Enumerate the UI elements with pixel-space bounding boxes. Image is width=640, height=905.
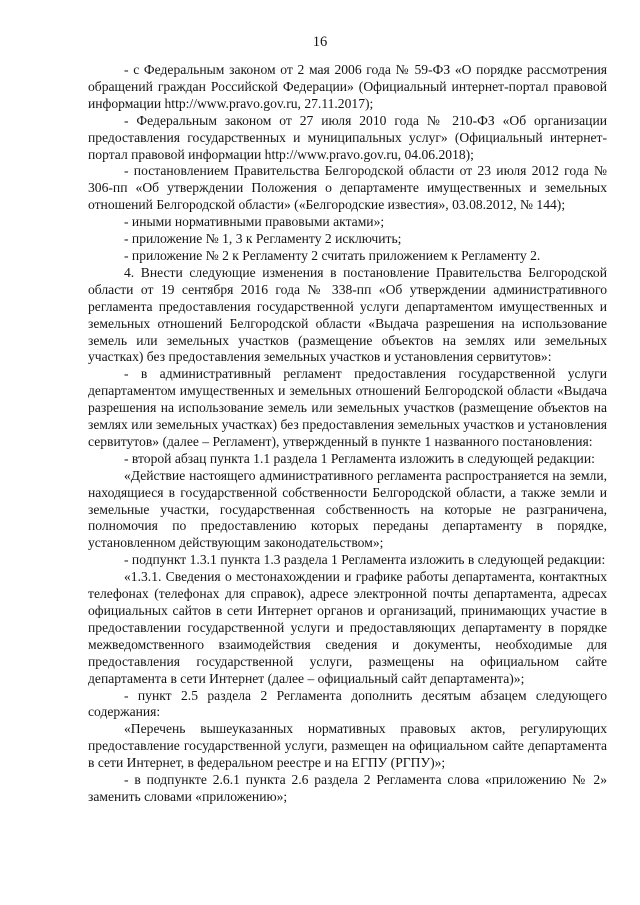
paragraph: - Федеральным законом от 27 июля 2010 года № 210-ФЗ «Об организации предоставления государственных и муниципальных услуг» (Официальный интернет-портал правовой информации http://www.pravo.gov.ru, 04.06.2018);: [88, 112, 607, 162]
paragraph: «Перечень вышеуказанных нормативных правовых актов, регулирующих предоставление государственной услуги, размещен на официальном сайте департамента в сети Интернет, в федеральном реестре и на ЕГПУ (РГПУ)»;: [88, 721, 607, 771]
paragraph: «Действие настоящего административного регламента распространяется на земли, находящиеся в государственной собственности Белгородской области, а также земли и земельные участки, государственная собственность на которые не разграничена, полномочия по предоставлению которых переданы департаменту в порядке, установленном действующим законодательством»;: [88, 467, 607, 551]
document-body: [88, 62, 607, 806]
paragraph: - второй абзац пункта 1.1 раздела 1 Регламента изложить в следующей редакции:: [124, 450, 595, 466]
paragraph: - в административный регламент предоставления государственной услуги департаментом имущественных и земельных отношений Белгородской области «Выдача разрешения на использование земель или земельных участков (размещение объектов на землях или земельных участках) без предоставления земельных участков и установления сервитутов» (далее – Регламент), утвержденный в пункте 1 названного постановления:: [88, 366, 607, 449]
paragraph: - постановлением Правительства Белгородской области от 23 июля 2012 года № 306-пп «Об утверждении Положения о департаменте имущественных и земельных отношений Белгородской области» («Белгородские известия», 03.08.2012, № 144);: [88, 163, 607, 213]
paragraph: - приложение № 2 к Регламенту 2 считать приложением к Регламенту 2.: [124, 247, 541, 263]
paragraph: - подпункт 1.3.1 пункта 1.3 раздела 1 Регламента изложить в следующей редакции:: [124, 552, 606, 568]
paragraph: - пункт 2.5 раздела 2 Регламента дополнить десятым абзацем следующего содержания:: [88, 687, 607, 720]
paragraph: - с Федеральным законом от 2 мая 2006 года № 59-ФЗ «О порядке рассмотрения обращений граждан Российской Федерации» (Официальный интернет-портал правовой информации http://www.pravo.gov.ru, 27.11.2017);: [88, 62, 607, 111]
paragraph: - иными нормативными правовыми актами»;: [124, 214, 385, 230]
paragraph: - приложение № 1, 3 к Регламенту 2 исключить;: [124, 231, 402, 247]
paragraph: - в подпункте 2.6.1 пункта 2.6 раздела 2 Регламента слова «приложению № 2» заменить словами «приложению»;: [88, 772, 607, 804]
paragraph: 4. Внести следующие изменения в постановление Правительства Белгородской области от 19 сентября 2016 года № 338-пп «Об утверждении административного регламента предоставления государственной услуги департаментом имущественных и земельных отношений Белгородской области «Выдача разрешения на использование земель или земельных участков (размещение объектов на землях или земельных участках) без предоставления земельных участков и установления сервитутов»:: [88, 264, 607, 365]
page-number: 16: [312, 34, 328, 50]
paragraph: «1.3.1. Сведения о местонахождении и графике работы департамента, контактных телефонах (телефонах для справок), адресе электронной почты департамента, адресах официальных сайтов в сети Интернет органов и организаций, принимающих участие в предоставлении государственной услуги и предоставляющих департаменту в порядке межведомственного взаимодействия сведения и документы, необходимые для предоставления государственной услуги, размещены на официальном сайте департамента в сети Интернет (далее – официальный сайт департамента)»;: [88, 569, 607, 686]
